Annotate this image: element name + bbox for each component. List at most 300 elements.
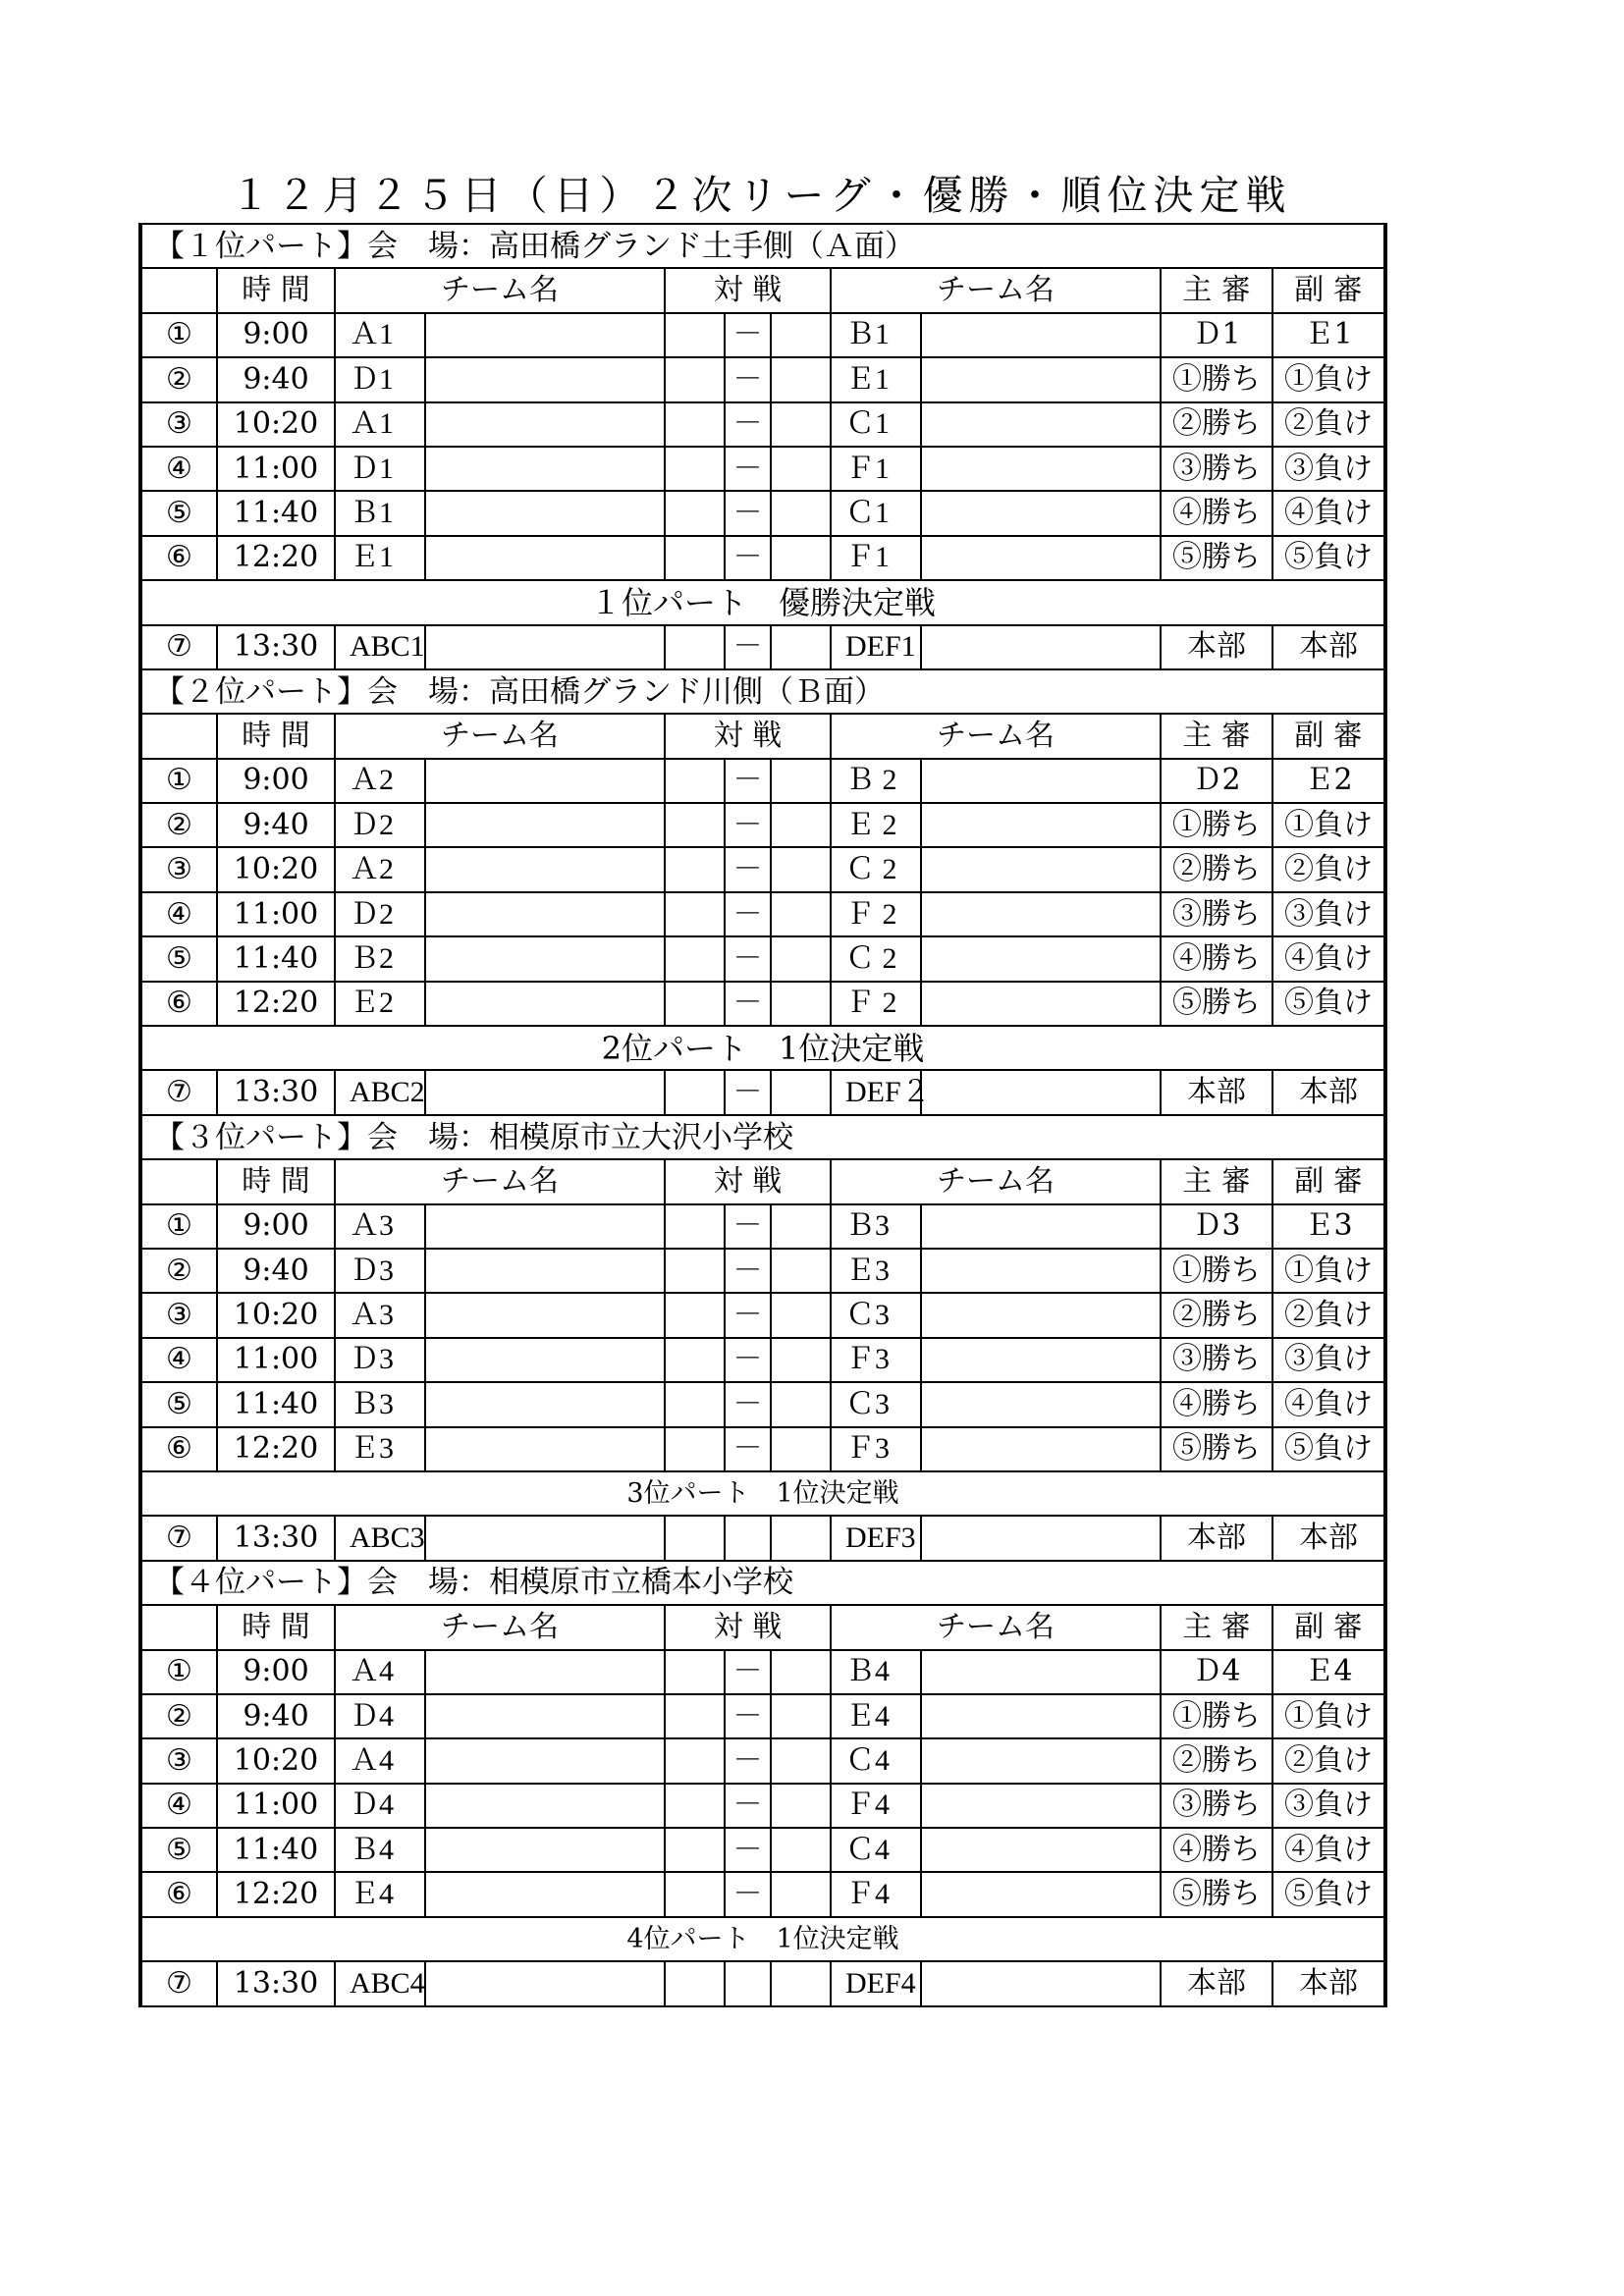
- match-time: 13:30: [217, 625, 335, 669]
- home-score: [665, 313, 725, 357]
- away-team-name: [921, 1293, 1161, 1337]
- assistant-referee: ⑤負け: [1272, 982, 1385, 1026]
- referee: ②勝ち: [1161, 847, 1272, 891]
- away-team-name: [921, 313, 1161, 357]
- referee: ①勝ち: [1161, 1249, 1272, 1293]
- away-team-name: [921, 536, 1161, 580]
- away-score: [771, 1204, 831, 1249]
- schedule-table: [138, 223, 1387, 2007]
- venue-heading: 【２位パート】会 場：高田橋グランド川側（Ｂ面）: [140, 669, 1385, 714]
- referee: ③勝ち: [1161, 1784, 1272, 1828]
- versus-dash: －: [725, 313, 771, 357]
- table-row: [140, 625, 1385, 669]
- versus-dash: －: [725, 1427, 771, 1471]
- home-team-code: Ｄ4: [335, 1694, 425, 1738]
- away-team-name: [921, 1828, 1161, 1872]
- away-score: [771, 1427, 831, 1471]
- home-score: [665, 1204, 725, 1249]
- match-number: ⑤: [140, 491, 217, 535]
- away-team-name: [921, 759, 1161, 803]
- away-score: [771, 803, 831, 847]
- home-team-code: Ａ3: [335, 1293, 425, 1337]
- home-score: [665, 1872, 725, 1916]
- versus-dash: [725, 1961, 771, 2005]
- away-team-code: Ｃ4: [831, 1738, 921, 1783]
- assistant-referee: ②負け: [1272, 1738, 1385, 1783]
- home-score: [665, 1961, 725, 2005]
- match-time: 9:00: [217, 313, 335, 357]
- versus-dash: －: [725, 1738, 771, 1783]
- match-time: 11:00: [217, 1784, 335, 1828]
- referee: ①勝ち: [1161, 803, 1272, 847]
- away-score: [771, 1650, 831, 1694]
- away-team-name: [921, 1872, 1161, 1916]
- match-number: ②: [140, 357, 217, 401]
- header-referee: 主 審: [1161, 268, 1272, 312]
- home-team-name: [425, 1382, 665, 1426]
- match-number: ⑤: [140, 1382, 217, 1426]
- assistant-referee: ④負け: [1272, 936, 1385, 981]
- away-team-name: [921, 625, 1161, 669]
- match-time: 10:20: [217, 1293, 335, 1337]
- match-time: 12:20: [217, 982, 335, 1026]
- referee: ③勝ち: [1161, 447, 1272, 491]
- away-score: [771, 625, 831, 669]
- versus-dash: －: [725, 1872, 771, 1916]
- venue-row: [140, 1115, 1385, 1159]
- referee: ⑤勝ち: [1161, 982, 1272, 1026]
- table-row: [140, 847, 1385, 891]
- header-assistant: 副 審: [1272, 1159, 1385, 1203]
- home-team-code: Ａ1: [335, 402, 425, 447]
- referee: ④勝ち: [1161, 1382, 1272, 1426]
- venue-row: [140, 224, 1385, 268]
- assistant-referee: Ｅ2: [1272, 759, 1385, 803]
- header-match: 対 戦: [665, 714, 831, 758]
- home-score: [665, 491, 725, 535]
- table-row: [140, 892, 1385, 936]
- away-team-code: Ｅ1: [831, 357, 921, 401]
- away-score: [771, 1249, 831, 1293]
- away-team-name: [921, 1516, 1161, 1560]
- versus-dash: －: [725, 1204, 771, 1249]
- versus-dash: －: [725, 982, 771, 1026]
- header-assistant: 副 審: [1272, 714, 1385, 758]
- home-team-name: [425, 447, 665, 491]
- home-score: [665, 1427, 725, 1471]
- assistant-referee: ②負け: [1272, 847, 1385, 891]
- home-team-code: Ｄ3: [335, 1249, 425, 1293]
- assistant-referee: ④負け: [1272, 1828, 1385, 1872]
- referee: Ｄ3: [1161, 1204, 1272, 1249]
- match-number: ⑦: [140, 1070, 217, 1114]
- match-time: 13:30: [217, 1070, 335, 1114]
- home-team-name: [425, 1650, 665, 1694]
- home-team-code: Ｄ3: [335, 1338, 425, 1382]
- match-number: ①: [140, 1650, 217, 1694]
- away-score: [771, 847, 831, 891]
- home-team-code: Ｄ4: [335, 1784, 425, 1828]
- home-score: [665, 892, 725, 936]
- home-score: [665, 1338, 725, 1382]
- assistant-referee: ④負け: [1272, 491, 1385, 535]
- table-row: [140, 1382, 1385, 1426]
- venue-row: [140, 669, 1385, 714]
- assistant-referee: ③負け: [1272, 447, 1385, 491]
- versus-dash: －: [725, 1828, 771, 1872]
- away-team-code: Ｆ3: [831, 1338, 921, 1382]
- home-team-code: ABC1: [335, 625, 425, 669]
- home-team-code: ABC3: [335, 1516, 425, 1560]
- venue-heading: 【３位パート】会 場：相模原市立大沢小学校: [140, 1115, 1385, 1159]
- home-team-name: [425, 982, 665, 1026]
- venue-heading: 【４位パート】会 場：相模原市立橋本小学校: [140, 1561, 1385, 1605]
- away-score: [771, 1516, 831, 1560]
- home-team-name: [425, 1427, 665, 1471]
- home-team-code: Ａ4: [335, 1738, 425, 1783]
- away-score: [771, 1382, 831, 1426]
- home-team-name: [425, 313, 665, 357]
- home-team-code: Ｅ3: [335, 1427, 425, 1471]
- home-team-name: [425, 402, 665, 447]
- home-team-name: [425, 1204, 665, 1249]
- versus-dash: －: [725, 402, 771, 447]
- away-team-code: Ｃ4: [831, 1828, 921, 1872]
- match-number: ④: [140, 892, 217, 936]
- final-label-row: [140, 1471, 1385, 1516]
- header-time: 時 間: [217, 714, 335, 758]
- match-time: 11:00: [217, 1338, 335, 1382]
- match-number: ②: [140, 1249, 217, 1293]
- versus-dash: －: [725, 1382, 771, 1426]
- home-team-name: [425, 759, 665, 803]
- home-team-code: Ｄ1: [335, 447, 425, 491]
- referee: ④勝ち: [1161, 936, 1272, 981]
- home-team-name: [425, 936, 665, 981]
- table-row: [140, 447, 1385, 491]
- home-team-name: [425, 1293, 665, 1337]
- referee: ④勝ち: [1161, 1828, 1272, 1872]
- home-score: [665, 1784, 725, 1828]
- table-row: [140, 1694, 1385, 1738]
- assistant-referee: ⑤負け: [1272, 536, 1385, 580]
- table-row: [140, 1204, 1385, 1249]
- away-score: [771, 1738, 831, 1783]
- versus-dash: －: [725, 1694, 771, 1738]
- header-number: [140, 1159, 217, 1203]
- table-row: [140, 1650, 1385, 1694]
- referee: ①勝ち: [1161, 1694, 1272, 1738]
- versus-dash: －: [725, 759, 771, 803]
- away-team-code: Ｂ1: [831, 313, 921, 357]
- home-score: [665, 1828, 725, 1872]
- away-team-code: DEF3: [831, 1516, 921, 1560]
- assistant-referee: 本部: [1272, 1516, 1385, 1560]
- table-row: [140, 491, 1385, 535]
- match-time: 10:20: [217, 1738, 335, 1783]
- assistant-referee: ③負け: [1272, 892, 1385, 936]
- match-time: 11:40: [217, 936, 335, 981]
- header-row: [140, 714, 1385, 758]
- home-score: [665, 936, 725, 981]
- home-score: [665, 447, 725, 491]
- assistant-referee: ⑤負け: [1272, 1427, 1385, 1471]
- home-team-name: [425, 1694, 665, 1738]
- away-score: [771, 1070, 831, 1114]
- away-team-name: [921, 936, 1161, 981]
- table-row: [140, 1828, 1385, 1872]
- away-team-name: [921, 1070, 1161, 1114]
- table-row: [140, 982, 1385, 1026]
- match-number: ④: [140, 1338, 217, 1382]
- assistant-referee: ①負け: [1272, 357, 1385, 401]
- away-team-code: Ｆ 2: [831, 892, 921, 936]
- match-time: 11:00: [217, 892, 335, 936]
- home-team-name: [425, 1516, 665, 1560]
- away-team-name: [921, 803, 1161, 847]
- away-team-code: Ｂ3: [831, 1204, 921, 1249]
- assistant-referee: Ｅ4: [1272, 1650, 1385, 1694]
- away-team-name: [921, 1427, 1161, 1471]
- away-team-code: Ｆ3: [831, 1427, 921, 1471]
- home-team-code: Ａ1: [335, 313, 425, 357]
- versus-dash: －: [725, 936, 771, 981]
- away-team-name: [921, 1382, 1161, 1426]
- table-row: [140, 1738, 1385, 1783]
- referee: ⑤勝ち: [1161, 1427, 1272, 1471]
- away-team-name: [921, 491, 1161, 535]
- home-team-name: [425, 357, 665, 401]
- versus-dash: －: [725, 491, 771, 535]
- match-time: 13:30: [217, 1516, 335, 1560]
- away-score: [771, 1872, 831, 1916]
- away-team-code: Ｆ4: [831, 1784, 921, 1828]
- final-label: １位パート 優勝決定戦: [140, 580, 1385, 624]
- final-label-row: [140, 1917, 1385, 1961]
- referee: Ｄ4: [1161, 1650, 1272, 1694]
- away-team-name: [921, 1738, 1161, 1783]
- header-team-home: チーム名: [335, 268, 665, 312]
- assistant-referee: ③負け: [1272, 1338, 1385, 1382]
- home-team-code: Ｂ3: [335, 1382, 425, 1426]
- final-label: 2位パート 1位決定戦: [140, 1026, 1385, 1070]
- referee: ②勝ち: [1161, 1738, 1272, 1783]
- match-time: 10:20: [217, 402, 335, 447]
- match-time: 9:40: [217, 803, 335, 847]
- match-number: ①: [140, 759, 217, 803]
- referee: Ｄ1: [1161, 313, 1272, 357]
- referee: ⑤勝ち: [1161, 536, 1272, 580]
- assistant-referee: ⑤負け: [1272, 1872, 1385, 1916]
- match-time: 9:00: [217, 1204, 335, 1249]
- away-team-code: Ｅ3: [831, 1249, 921, 1293]
- table-row: [140, 1784, 1385, 1828]
- table-row: [140, 1338, 1385, 1382]
- header-number: [140, 268, 217, 312]
- match-number: ②: [140, 803, 217, 847]
- table-row: [140, 1961, 1385, 2005]
- header-team-home: チーム名: [335, 714, 665, 758]
- home-team-code: ABC2: [335, 1070, 425, 1114]
- away-team-name: [921, 447, 1161, 491]
- home-team-name: [425, 1828, 665, 1872]
- home-team-name: [425, 803, 665, 847]
- away-score: [771, 1338, 831, 1382]
- header-time: 時 間: [217, 268, 335, 312]
- away-team-code: Ｂ 2: [831, 759, 921, 803]
- away-score: [771, 402, 831, 447]
- assistant-referee: ①負け: [1272, 803, 1385, 847]
- assistant-referee: 本部: [1272, 1961, 1385, 2005]
- home-team-code: Ｅ2: [335, 982, 425, 1026]
- table-row: [140, 1516, 1385, 1560]
- away-team-code: Ｂ4: [831, 1650, 921, 1694]
- versus-dash: －: [725, 1070, 771, 1114]
- home-team-code: Ｅ4: [335, 1872, 425, 1916]
- away-team-name: [921, 1650, 1161, 1694]
- versus-dash: －: [725, 1249, 771, 1293]
- home-team-name: [425, 491, 665, 535]
- home-score: [665, 625, 725, 669]
- referee: ②勝ち: [1161, 1293, 1272, 1337]
- home-team-code: Ａ2: [335, 759, 425, 803]
- versus-dash: －: [725, 357, 771, 401]
- away-team-code: Ｆ1: [831, 536, 921, 580]
- away-score: [771, 536, 831, 580]
- assistant-referee: Ｅ3: [1272, 1204, 1385, 1249]
- header-row: [140, 1605, 1385, 1649]
- table-row: [140, 1293, 1385, 1337]
- final-label-row: [140, 1026, 1385, 1070]
- home-score: [665, 1650, 725, 1694]
- assistant-referee: ④負け: [1272, 1382, 1385, 1426]
- match-time: 9:00: [217, 1650, 335, 1694]
- away-team-name: [921, 357, 1161, 401]
- match-time: 11:40: [217, 491, 335, 535]
- match-number: ⑦: [140, 1961, 217, 2005]
- away-score: [771, 1828, 831, 1872]
- versus-dash: [725, 1516, 771, 1560]
- home-team-code: Ａ4: [335, 1650, 425, 1694]
- header-match: 対 戦: [665, 268, 831, 312]
- away-team-name: [921, 892, 1161, 936]
- referee: ④勝ち: [1161, 491, 1272, 535]
- match-time: 11:40: [217, 1382, 335, 1426]
- versus-dash: －: [725, 536, 771, 580]
- header-time: 時 間: [217, 1159, 335, 1203]
- header-match: 対 戦: [665, 1605, 831, 1649]
- match-number: ④: [140, 1784, 217, 1828]
- away-team-name: [921, 1694, 1161, 1738]
- home-team-code: Ａ3: [335, 1204, 425, 1249]
- table-row: [140, 1427, 1385, 1471]
- assistant-referee: Ｅ1: [1272, 313, 1385, 357]
- match-number: ③: [140, 847, 217, 891]
- match-number: ①: [140, 1204, 217, 1249]
- table-row: [140, 357, 1385, 401]
- match-time: 12:20: [217, 1427, 335, 1471]
- header-referee: 主 審: [1161, 714, 1272, 758]
- versus-dash: －: [725, 803, 771, 847]
- header-match: 対 戦: [665, 1159, 831, 1203]
- header-time: 時 間: [217, 1605, 335, 1649]
- match-time: 9:40: [217, 1249, 335, 1293]
- away-score: [771, 1694, 831, 1738]
- referee: ③勝ち: [1161, 1338, 1272, 1382]
- match-number: ②: [140, 1694, 217, 1738]
- away-team-name: [921, 1961, 1161, 2005]
- table-row: [140, 759, 1385, 803]
- home-score: [665, 1382, 725, 1426]
- home-team-code: Ｂ2: [335, 936, 425, 981]
- home-team-code: Ｂ1: [335, 491, 425, 535]
- away-team-code: Ｅ 2: [831, 803, 921, 847]
- away-team-code: Ｃ3: [831, 1293, 921, 1337]
- home-team-name: [425, 847, 665, 891]
- referee: Ｄ2: [1161, 759, 1272, 803]
- referee: 本部: [1161, 1961, 1272, 2005]
- home-team-name: [425, 1784, 665, 1828]
- away-score: [771, 447, 831, 491]
- referee: 本部: [1161, 1516, 1272, 1560]
- versus-dash: －: [725, 625, 771, 669]
- table-row: [140, 402, 1385, 447]
- away-team-code: Ｃ 2: [831, 847, 921, 891]
- away-score: [771, 892, 831, 936]
- home-team-code: Ａ2: [335, 847, 425, 891]
- venue-row: [140, 1561, 1385, 1605]
- assistant-referee: ③負け: [1272, 1784, 1385, 1828]
- header-team-home: チーム名: [335, 1605, 665, 1649]
- match-number: ①: [140, 313, 217, 357]
- match-time: 9:40: [217, 357, 335, 401]
- header-row: [140, 268, 1385, 312]
- home-team-name: [425, 1738, 665, 1783]
- home-score: [665, 1293, 725, 1337]
- home-team-name: [425, 536, 665, 580]
- match-time: 13:30: [217, 1961, 335, 2005]
- home-team-name: [425, 1872, 665, 1916]
- versus-dash: －: [725, 1293, 771, 1337]
- match-number: ③: [140, 1293, 217, 1337]
- away-team-code: Ｆ 2: [831, 982, 921, 1026]
- away-team-code: Ｆ1: [831, 447, 921, 491]
- away-score: [771, 936, 831, 981]
- match-time: 10:20: [217, 847, 335, 891]
- match-number: ③: [140, 402, 217, 447]
- match-time: 12:20: [217, 1872, 335, 1916]
- final-label: 3位パート 1位決定戦: [140, 1471, 1385, 1516]
- header-team-away: チーム名: [831, 714, 1161, 758]
- assistant-referee: 本部: [1272, 1070, 1385, 1114]
- home-score: [665, 847, 725, 891]
- away-team-code: DEF4: [831, 1961, 921, 2005]
- match-time: 12:20: [217, 536, 335, 580]
- home-team-code: ABC4: [335, 1961, 425, 2005]
- away-team-code: DEF２: [831, 1070, 921, 1114]
- home-score: [665, 982, 725, 1026]
- home-score: [665, 1694, 725, 1738]
- home-team-code: Ｄ1: [335, 357, 425, 401]
- match-number: ⑥: [140, 1872, 217, 1916]
- referee: ②勝ち: [1161, 402, 1272, 447]
- header-team-away: チーム名: [831, 1605, 1161, 1649]
- header-number: [140, 714, 217, 758]
- match-number: ⑦: [140, 1516, 217, 1560]
- table-row: [140, 1070, 1385, 1114]
- home-team-code: Ｄ2: [335, 803, 425, 847]
- versus-dash: －: [725, 1784, 771, 1828]
